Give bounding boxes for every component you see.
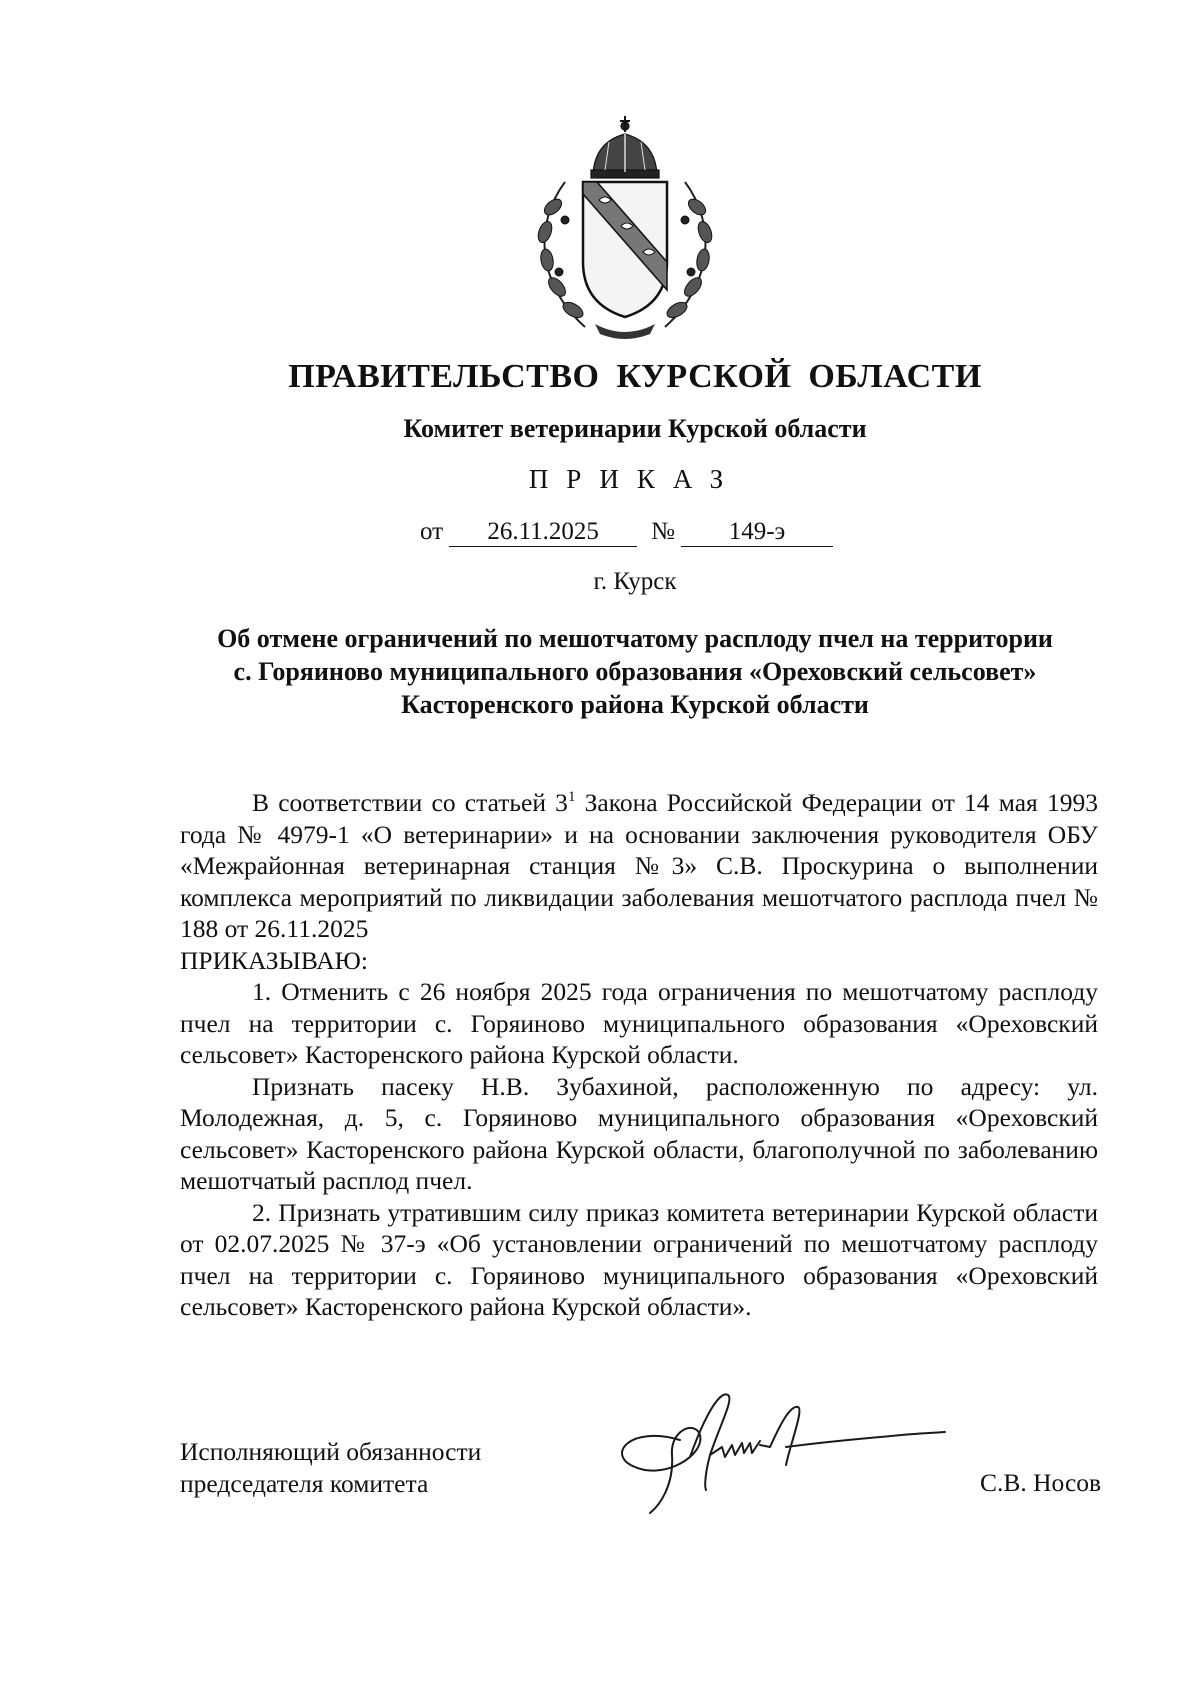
order-word: ПРИКАЗЫВАЮ: (180, 945, 368, 975)
order-body (180, 787, 1098, 1323)
preamble-paragraph (180, 787, 1098, 945)
signer-name: С.В. Носов (980, 1468, 1102, 1497)
government-title: ПРАВИТЕЛЬСТВО КУРСКОЙ ОБЛАСТИ (288, 358, 982, 395)
signatory-position (180, 1436, 481, 1500)
subject-line-3: Касторенского района Курской области (401, 690, 869, 719)
document-type: ПРИКАЗ (528, 464, 742, 494)
article-superscript: 1 (567, 789, 576, 805)
date-number-line (420, 518, 833, 547)
preamble-rest: Закона Российской Федерации от 14 мая 1993 года № 4979-1 «О ветеринарии» и на основании заключения руководителя ОБУ «Межрайонная ветеринарная станция №3» С.В. Проскурина о выполнении комплекса мероприятий по ликвидации заболевания мешотчатого расплода пчел № 188 от 26.11.2025 (180, 788, 1098, 943)
coat-of-arms-icon (525, 112, 725, 342)
number-label: № (651, 518, 675, 545)
committee-name: Комитет ветеринарии Курской области (403, 414, 867, 443)
preamble-start: В соответствии со статьей 3 (252, 788, 568, 817)
order-number: 149-э (681, 518, 833, 547)
item-1: 1. Отменить с 26 ноября 2025 года ограничения по мешотчатому расплоду пчел на территории с. Горяиново муниципального образования «Ореховский сельсовет» Касторенского района Курской области. (180, 977, 1098, 1069)
subject-line-2: с. Горяиново муниципального образования «Ореховский сельсовет» (233, 657, 1037, 686)
position-line-1: Исполняющий обязанности (180, 1437, 482, 1466)
item-2: 2. Признать утратившим силу приказ комитета ветеринарии Курской области от 02.07.2025 № 37-э «Об установлении ограничений по мешотчатому расплоду пчел на территории с. Горяиново муниципального образования «Ореховский сельсовет» Касторенского района Курской области». (180, 1197, 1098, 1321)
city: г. Курск (593, 568, 677, 595)
subject-line-1: Об отмене ограничений по мешотчатому расплоду пчел на территории (217, 624, 1053, 653)
position-line-2: председателя комитета (180, 1469, 429, 1498)
handwritten-signature (610, 1385, 990, 1515)
order-date: 26.11.2025 (449, 518, 637, 547)
date-label: от (420, 518, 444, 545)
item-1-apiary: Признать пасеку Н.В. Зубахиной, расположенную по адресу: ул. Молодежная, д. 5, с. Горяиново муниципального образования «Ореховский сельсовет» Касторенского района Курской области, благополучной по заболеванию мешотчатый расплод пчел. (180, 1071, 1098, 1195)
order-subject (170, 622, 1100, 721)
